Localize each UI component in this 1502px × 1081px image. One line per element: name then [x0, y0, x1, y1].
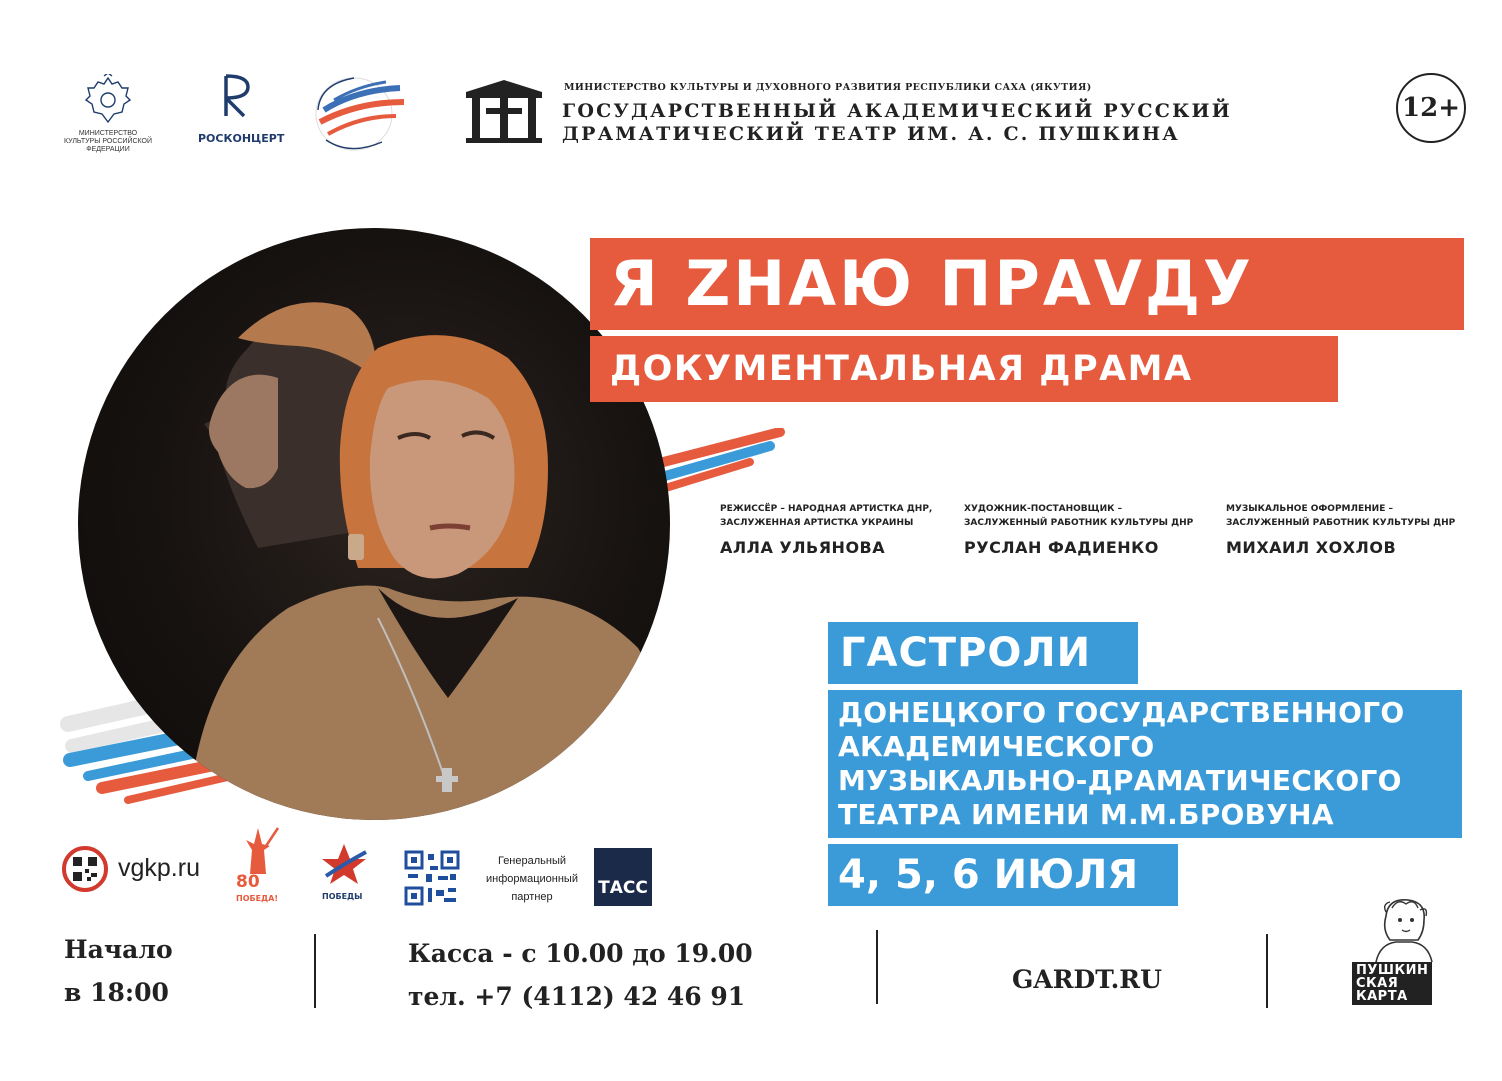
tour-company-line: ДОНЕЦКОГО ГОСУДАРСТВЕННОГО: [838, 696, 1405, 729]
pushkin-card-text: [1352, 962, 1432, 1005]
footer-divider: [1266, 934, 1268, 1008]
tour-program-icon: [306, 70, 410, 156]
dvizhenie-label: ПОБЕДЫ: [322, 892, 363, 901]
credit-role-line: МУЗЫКАЛЬНОЕ ОФОРМЛЕНИЕ –: [1226, 504, 1393, 514]
vgkp-link[interactable]: [62, 846, 222, 894]
credit-designer: [964, 502, 1193, 557]
credit-role-line: ЗАСЛУЖЕННЫЙ РАБОТНИК КУЛЬТУРЫ ДНР: [964, 518, 1194, 528]
actresses-photo-illustration: [78, 228, 670, 820]
pushkin-card-line: ПУШКИН: [1356, 963, 1429, 978]
dvizhenie-pobedy-logo: [318, 842, 370, 908]
tour-dates: 4, 5, 6 ИЮЛЯ: [828, 844, 1178, 906]
credit-role-line: ХУДОЖНИК-ПОСТАНОВЩИК –: [964, 504, 1123, 514]
show-title: Я ZНАЮ ПРАVДУ: [590, 238, 1464, 330]
show-genre: ДОКУМЕНТАЛЬНАЯ ДРАМА: [590, 336, 1338, 402]
info-partner-line: партнер: [511, 891, 553, 903]
tour-company-line: ТЕАТРА ИМЕНИ М.М.БРОВУНА: [838, 798, 1334, 831]
rosconcert-logo: [196, 72, 286, 148]
start-time-line1: Начало: [64, 935, 173, 964]
qr-code-icon[interactable]: [404, 850, 460, 906]
start-time-line2: в 18:00: [64, 978, 169, 1007]
age-rating-badge: 12+: [1396, 73, 1466, 143]
credit-director: [720, 502, 932, 557]
victory-80-number: 80: [236, 872, 260, 892]
victory-80-label: ПОБЕДА!: [236, 894, 279, 903]
victory-80-logo: [236, 826, 280, 906]
theatre-name-line2: ДРАМАТИЧЕСКИЙ ТЕАТР ИМ. А. С. ПУШКИНА: [562, 123, 1180, 145]
pushkin-card-logo: [1352, 896, 1468, 1006]
tour-heading: ГАСТРОЛИ: [828, 622, 1138, 684]
tour-company-block: [828, 690, 1462, 838]
tass-label: ТАСС: [598, 878, 648, 898]
credit-name: АЛЛА УЛЬЯНОВА: [720, 538, 886, 557]
credit-role-line: РЕЖИССЁР – НАРОДНАЯ АРТИСТКА ДНР,: [720, 504, 933, 514]
info-partner-line: информационный: [486, 873, 578, 885]
motherland-statue-icon: [236, 826, 280, 876]
qr-badge-icon: [62, 846, 108, 892]
box-office-phone[interactable]: тел. +7 (4112) 42 46 91: [408, 982, 746, 1011]
credit-role-line: ЗАСЛУЖЕННЫЙ РАБОТНИК КУЛЬТУРЫ ДНР: [1226, 518, 1456, 528]
start-time: [64, 928, 173, 1014]
ministry-logo: [60, 74, 156, 153]
red-star-icon: [318, 842, 370, 886]
rosconcert-caption: РОСКОНЦЕРТ: [198, 132, 285, 145]
info-partner-caption: [480, 852, 584, 906]
pushkin-card-line: СКАЯ: [1356, 976, 1399, 991]
credit-name: РУСЛАН ФАДИЕНКО: [964, 538, 1159, 557]
theatre-logo-block: [462, 78, 1232, 148]
ministry-caption: МИНИСТЕРСТВО КУЛЬТУРЫ РОССИЙСКОЙ ФЕДЕРАЦИИ: [63, 130, 153, 153]
credit-name: МИХАИЛ ХОХЛОВ: [1226, 538, 1397, 557]
show-photo: [78, 228, 670, 820]
tass-logo: [594, 848, 652, 906]
info-partner-line: Генеральный: [497, 855, 567, 867]
tour-company-line: МУЗЫКАЛЬНО-ДРАМАТИЧЕСКОГО: [838, 764, 1402, 797]
theatre-name-line1: ГОСУДАРСТВЕННЫЙ АКАДЕМИЧЕСКИЙ РУССКИЙ: [562, 100, 1232, 122]
footer-divider: [876, 930, 878, 1004]
pushkin-card-line: КАРТА: [1356, 989, 1408, 1004]
credit-music: [1226, 502, 1455, 557]
theatre-emblem-icon: [462, 78, 546, 144]
credit-role-line: ЗАСЛУЖЕННАЯ АРТИСТКА УКРАИНЫ: [720, 518, 914, 528]
website-link[interactable]: GARDT.RU: [1012, 965, 1162, 994]
rosconcert-r-icon: [218, 72, 258, 122]
tour-company-line: АКАДЕМИЧЕСКОГО: [838, 730, 1155, 763]
box-office-hours: Касса - с 10.00 до 19.00: [408, 939, 753, 968]
theatre-ministry-line: МИНИСТЕРСТВО КУЛЬТУРЫ И ДУХОВНОГО РАЗВИТИЯ РЕСПУБЛИКИ САХА (ЯКУТИЯ): [564, 82, 1092, 93]
vgkp-site-text: vgkp.ru: [118, 854, 200, 882]
footer-divider: [314, 934, 316, 1008]
coat-of-arms-icon: [80, 74, 136, 126]
pushkin-portrait-icon: [1368, 896, 1440, 962]
tour-program-logo: [306, 70, 410, 156]
box-office-info: [408, 932, 753, 1018]
